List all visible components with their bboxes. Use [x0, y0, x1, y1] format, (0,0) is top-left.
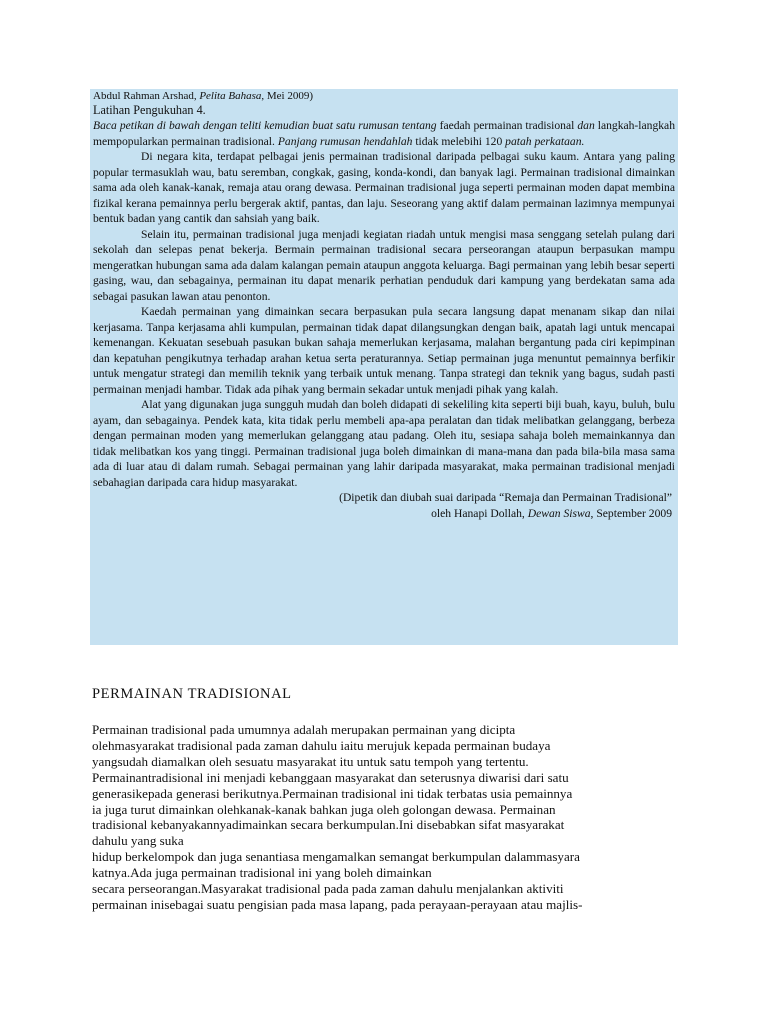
body-line: dahulu yang suka	[92, 833, 184, 849]
passage-paragraph: Selain itu, permainan tradisional juga menjadi kegiatan riadah untuk mengisi masa senggang setelah pulang dari sekolah dan selepas penat bekerja. Bermain permainan tradisional secara perseorangan ataupun berpasukan mampu mengeratkan hubungan sama ada dalam kalangan pemain ataupun anggota keluarga. Bagi permainan yang lebih besar seperti gasing, wau, dan sebagainya, permainan itu dapat menarik perhatian penduduk dari kampung yang berdekatan sama ada sebagai pasukan lawan atau penonton.	[93, 227, 675, 303]
source-citation: Abdul Rahman Arshad, Pelita Bahasa, Mei 2009)	[93, 90, 313, 102]
body-line: Permainantradisional ini menjadi kebanggaan masyarakat dan seterusnya diwarisi dari satu	[92, 769, 569, 785]
body-line: secara perseorangan.Masyarakat tradisional pada pada zaman dahulu menjalankan aktiviti	[92, 881, 564, 897]
body-line: tradisional kebanyakannyadimainkan secara berkumpulan.Ini disebabkan sifat masyarakat	[92, 817, 565, 833]
exercise-instruction: Baca petikan di bawah dengan teliti kemudian buat satu rumusan tentang faedah permainan tradisional dan langkah-langkah mempopularkan permainan tradisional. Panjang rumusan hendahlah tidak melebihi 120 patah perkataan.	[93, 119, 675, 148]
body-line: hidup berkelompok dan juga senantiasa mengamalkan semangat berkumpulan dalammasyara	[92, 849, 580, 865]
passage-paragraph: Kaedah permainan yang dimainkan secara berpasukan pula secara langsung dapat menanam sikap dan nilai kerjasama. Tanpa kerjasama ahli kumpulan, permainan tidak dapat dilangsungkan dengan baik, apatah lagi untuk mencapai kemenangan. Kekuatan sesebuah pasukan bukan sahaja memerlukan kerjasama, malahan bergantung pada ciri kepimpinan dan kepatuhan pengikutnya terhadap arahan ketua serta peraturannya. Setiap permainan juga menuntut pemainnya berfikir untuk mengatur strategi dan memilih teknik yang terbaik untuk menang. Tanpa strategi dan teknik yang bagus, sudah pasti permainan menjadi hambar. Tidak ada pihak yang bermain sekadar untuk menjadi pihak yang kalah.	[93, 305, 675, 396]
body-line: Permainan tradisional pada umumnya adalah merupakan permainan yang dicipta	[92, 722, 516, 737]
passage-paragraph: Di negara kita, terdapat pelbagai jenis permainan tradisional daripada pelbagai suku kaum. Antara yang paling popular termasuklah wau, batu seremban, congkak, gasing, konda-kondi, dan banyak lagi. Permainan tradisional dimainkan sama ada oleh kanak-kanak, remaja atau orang dewasa. Permainan tradisional juga seperti permainan moden dapat membina fizikal kerana pemainnya perlu bergerak aktif, pantas, dan laju. Seseorang yang aktif dalam permainan lazimnya mempunyai bentuk badan yang cantik dan sahsiah yang baik.	[93, 150, 675, 225]
credit-line: (Dipetik dan diubah suai daripada “Remaja dan Permainan Tradisional”	[339, 491, 672, 504]
body-line: yangsudah diamalkan oleh sesuatu masyarakat itu untuk satu tempoh yang tertentu.	[92, 753, 529, 769]
credit-line-author: oleh Hanapi Dollah, Dewan Siswa, September 2009	[431, 506, 672, 520]
section-body	[92, 722, 682, 913]
exercise-heading: Latihan Pengukuhan 4.	[93, 103, 206, 117]
body-line: katnya.Ada juga permainan tradisional ini yang boleh dimainkan	[92, 865, 432, 881]
exercise-passage-box	[90, 89, 678, 645]
body-line: generasikepada generasi berikutnya.Permainan tradisional ini tidak terbatas usia pemainnya	[92, 785, 573, 801]
body-line: olehmasyarakat tradisional pada zaman dahulu iaitu merujuk kepada permainan budaya	[92, 737, 551, 753]
body-line: ia juga turut dimainkan olehkanak-kanak bahkan juga oleh golongan dewasa. Permainan	[92, 801, 556, 817]
body-line: permainan inisebagai suatu pengisian pada masa lapang, pada perayaan-perayaan atau majlis-	[92, 896, 583, 912]
section-title: PERMAINAN TRADISIONAL	[92, 686, 292, 702]
passage-paragraph: Alat yang digunakan juga sungguh mudah dan boleh didapati di sekeliling kita seperti biji buah, kayu, buluh, bulu ayam, dan sebagainya. Pendek kata, kita tidak perlu membeli apa-apa peralatan dan tidak melibatkan gelanggang, berbeza dengan permainan moden yang memerlukan gelanggang atau padang. Oleh itu, sesiapa sahaja boleh memainkannya dan tidak melibatkan kos yang tinggi. Permainan tradisional juga boleh dimainkan di mana-mana dan pada bila-bila masa sama ada di luar atau di dalam rumah. Sebagai permainan yang lahir daripada masyarakat, maka permainan tradisional menjadi sebahagian daripada cara hidup masyarakat.	[93, 398, 675, 489]
